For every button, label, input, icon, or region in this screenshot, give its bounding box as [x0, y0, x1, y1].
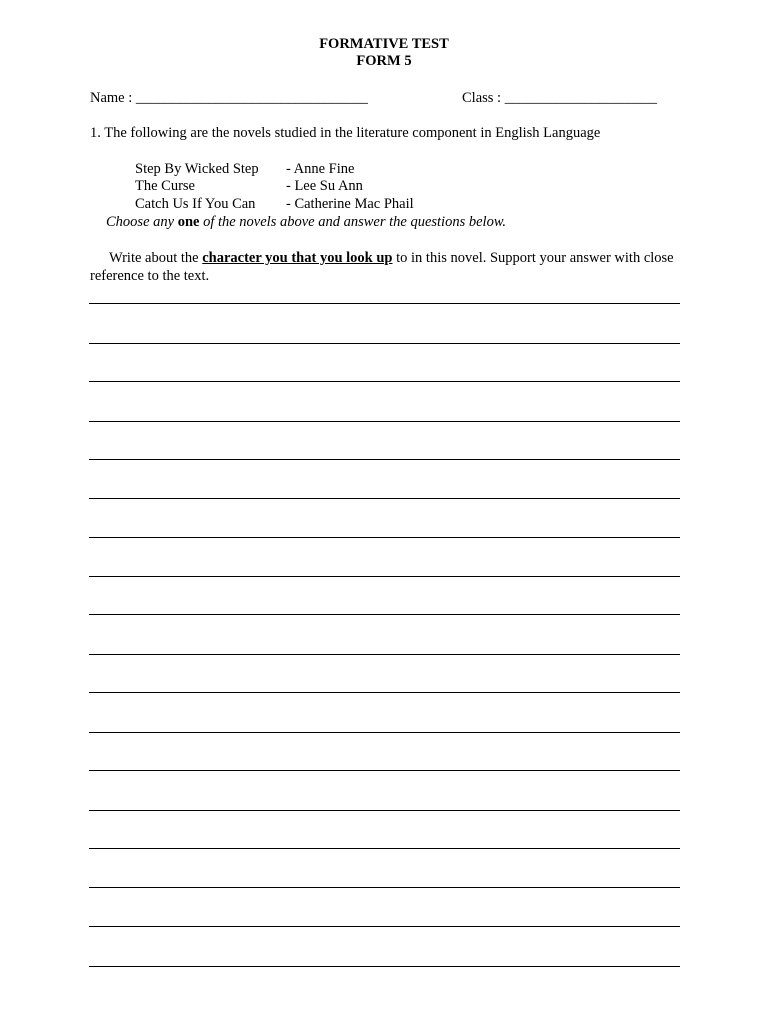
novel-author: - Lee Su Ann [286, 178, 363, 194]
answer-line[interactable] [89, 692, 680, 693]
name-blank[interactable]: ________________________________ [135, 90, 368, 106]
answer-line[interactable] [89, 926, 680, 927]
prompt-emphasis: character you that you look up [202, 250, 393, 266]
answer-line[interactable] [89, 614, 680, 615]
prompt-prefix: Write about the [109, 250, 199, 266]
question-prompt [90, 249, 680, 285]
novel-title: The Curse [135, 178, 195, 194]
answer-line[interactable] [89, 381, 680, 382]
answer-line[interactable] [89, 421, 680, 422]
answer-line[interactable] [89, 576, 680, 577]
answer-line[interactable] [89, 537, 680, 538]
answer-line[interactable] [89, 343, 680, 344]
instruction-suffix: of the novels above and answer the questions below. [203, 214, 507, 230]
class-label: Class : [462, 90, 502, 106]
answer-line[interactable] [89, 459, 680, 460]
instruction-emphasis: one [177, 214, 200, 230]
question-intro: 1. The following are the novels studied in the literature component in English Language [90, 125, 601, 141]
class-blank[interactable]: _____________________ [504, 90, 657, 106]
answer-line[interactable] [89, 498, 680, 499]
instruction-prefix: Choose any [106, 214, 175, 230]
answer-line[interactable] [89, 654, 680, 655]
answer-line[interactable] [89, 966, 680, 967]
answer-line[interactable] [89, 810, 680, 811]
class-field[interactable] [462, 89, 657, 107]
novel-author: - Catherine Mac Phail [286, 196, 414, 212]
novel-title: Step By Wicked Step [135, 161, 259, 177]
name-label: Name : [90, 90, 133, 106]
instruction [106, 213, 506, 231]
novel-author: - Anne Fine [286, 161, 355, 177]
name-field[interactable] [90, 89, 368, 107]
answer-line[interactable] [89, 732, 680, 733]
page-subtitle: FORM 5 [356, 53, 412, 69]
answer-line[interactable] [89, 887, 680, 888]
novel-title: Catch Us If You Can [135, 196, 256, 212]
page-title: FORMATIVE TEST [319, 36, 449, 52]
answer-line[interactable] [89, 303, 680, 304]
prompt-suffix: to in this novel. Support your answer with close reference to the text. [90, 250, 674, 284]
answer-line[interactable] [89, 848, 680, 849]
answer-line[interactable] [89, 770, 680, 771]
